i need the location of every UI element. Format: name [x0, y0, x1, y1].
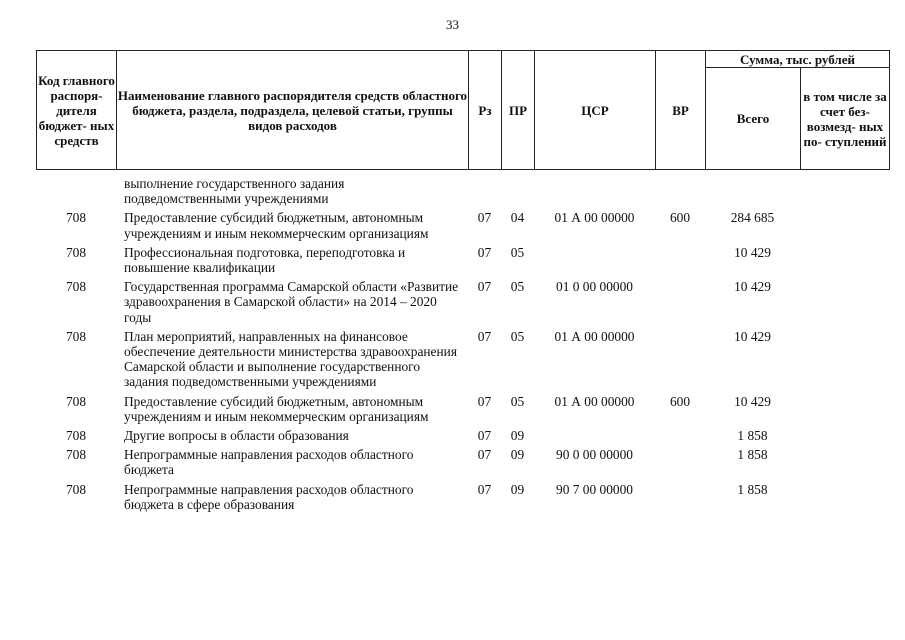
- row-total: 10 429: [734, 279, 771, 295]
- row-csr: 90 7 00 00000: [556, 481, 633, 497]
- page-number: 33: [446, 17, 459, 32]
- row-name: Предоставление субсидий бюджетным, автономным учреждениям и иным некоммерческим организациям: [124, 210, 429, 241]
- row-pr: 09: [510, 428, 525, 444]
- row-incl: [800, 325, 889, 390]
- row-total: 284 685: [730, 210, 775, 226]
- row-name: Другие вопросы в области образования: [124, 428, 349, 444]
- header-total: Всего: [706, 68, 801, 170]
- row-csr: 01 А 00 00000: [554, 210, 635, 226]
- row-code: 708: [65, 244, 87, 260]
- row-total: 1 858: [737, 481, 768, 497]
- table-row: [36, 478, 889, 512]
- row-rz: 07: [477, 428, 492, 444]
- row-rz: [468, 176, 501, 206]
- row-incl: [800, 478, 889, 512]
- row-incl: [800, 241, 889, 275]
- row-pr: 05: [510, 393, 525, 409]
- row-rz: 07: [477, 393, 492, 409]
- row-rz: 07: [477, 447, 492, 463]
- row-csr: 01 0 00 00000: [556, 279, 633, 295]
- row-vr: [655, 478, 705, 512]
- row-pr: [501, 176, 534, 206]
- row-vr: [655, 275, 705, 325]
- row-name: Непрограммные направления расходов областного бюджета в сфере образования: [124, 481, 414, 512]
- row-csr: [534, 424, 655, 443]
- row-name: Профессиональная подготовка, переподготовка и повышение квалификации: [124, 244, 406, 276]
- budget-table: [36, 176, 889, 512]
- row-csr: [534, 176, 655, 206]
- row-csr: 01 А 00 00000: [554, 393, 635, 409]
- row-vr: 600: [669, 393, 691, 409]
- row-code: 708: [65, 279, 87, 295]
- row-code: 708: [65, 481, 87, 497]
- row-pr: 09: [510, 481, 525, 497]
- header-csr: ЦСР: [535, 51, 656, 170]
- row-code: 708: [65, 447, 87, 463]
- row-incl: [800, 424, 889, 443]
- header-incl: в том числе за счет без- возмезд- ных по- ступлений: [801, 68, 890, 170]
- row-csr: [534, 241, 655, 275]
- table-row: [36, 325, 889, 390]
- row-name: План мероприятий, направленных на финансовое обеспечение деятельности министерства здравоохранения Самарской области и выполнение государственного задания подведомственными учреждениями: [124, 328, 457, 390]
- row-rz: 07: [477, 481, 492, 497]
- row-total: [705, 176, 800, 206]
- header-sum: Сумма, тыс. рублей: [706, 51, 890, 68]
- row-vr: [655, 325, 705, 390]
- table-row: [36, 443, 889, 477]
- row-incl: [800, 206, 889, 240]
- row-pr: 04: [510, 210, 525, 226]
- row-vr: [655, 241, 705, 275]
- row-incl: [800, 176, 889, 206]
- row-total: 10 429: [734, 393, 771, 409]
- row-code: [36, 176, 116, 206]
- row-name: Непрограммные направления расходов областного бюджета: [124, 447, 414, 478]
- row-total: 1 858: [737, 428, 768, 444]
- row-pr: 09: [510, 447, 525, 463]
- header-vr: ВР: [656, 51, 706, 170]
- row-rz: 07: [477, 210, 492, 226]
- row-vr: [655, 443, 705, 477]
- table-row: [36, 206, 889, 240]
- header-rz: Рз: [469, 51, 502, 170]
- row-total: 10 429: [734, 244, 771, 260]
- row-total: 1 858: [737, 447, 768, 463]
- row-csr: 90 0 00 00000: [556, 447, 633, 463]
- row-vr: [655, 176, 705, 206]
- row-code: 708: [65, 428, 87, 444]
- table-row: [36, 424, 889, 443]
- row-incl: [800, 443, 889, 477]
- table-row: [36, 275, 889, 325]
- row-code: 708: [65, 210, 87, 226]
- table-row: [36, 390, 889, 424]
- row-vr: 600: [669, 210, 691, 226]
- row-name: Предоставление субсидий бюджетным, автономным учреждениям и иным некоммерческим организациям: [124, 393, 429, 424]
- table-row: [36, 241, 889, 275]
- header-name: Наименование главного распорядителя средств областного бюджета, раздела, подраздела, целевой статьи, группы видов расходов: [117, 51, 469, 170]
- row-pr: 05: [510, 328, 525, 344]
- row-incl: [800, 275, 889, 325]
- table-row: [36, 176, 889, 206]
- table-header: [36, 50, 890, 170]
- row-rz: 07: [477, 279, 492, 295]
- row-rz: 07: [477, 244, 492, 260]
- row-code: 708: [65, 393, 87, 409]
- row-pr: 05: [510, 244, 525, 260]
- row-name: выполнение государственного задания подведомственными учреждениями: [124, 176, 345, 207]
- row-vr: [655, 424, 705, 443]
- header-code: Код главного распоря- дителя бюджет- ных средств: [37, 51, 117, 170]
- row-csr: 01 А 00 00000: [554, 328, 635, 344]
- row-total: 10 429: [734, 328, 771, 344]
- row-incl: [800, 390, 889, 424]
- row-name: Государственная программа Самарской области «Развитие здравоохранения в Самарской области» на 2014 – 2020 годы: [124, 279, 459, 325]
- row-code: 708: [65, 328, 87, 344]
- row-rz: 07: [477, 328, 492, 344]
- row-pr: 05: [510, 279, 525, 295]
- header-pr: ПР: [502, 51, 535, 170]
